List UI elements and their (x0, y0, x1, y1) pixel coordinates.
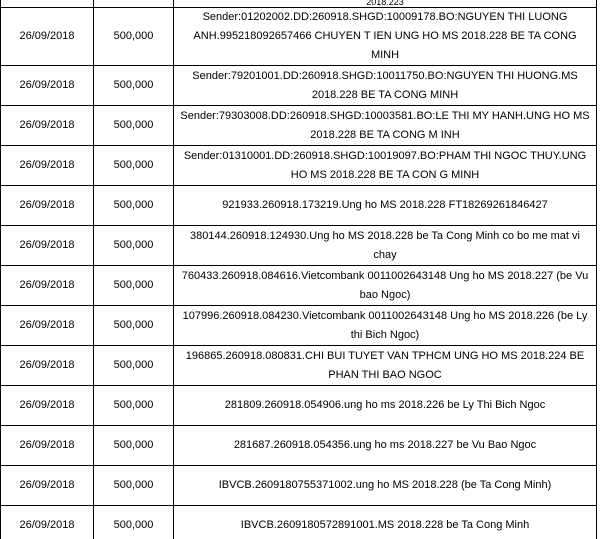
amount-cell: 500,000 (94, 466, 174, 506)
amount-cell: 500,000 (94, 8, 174, 66)
description-cell: Sender:01310001.DD:260918.SHGD:10019097.BO:PHAM THI NGOC THUY.UNG HO MS 2018.228 BE TA CON G MINH (174, 146, 597, 186)
table-row (1, 466, 597, 506)
description-cell: 760433.260918.084616.Vietcombank 0011002643148 Ung ho MS 2018.227 (be Vu bao Ngoc) (174, 266, 597, 306)
amount-cell: 500,000 (94, 506, 174, 539)
description-cell: 2018.223 (174, 0, 597, 8)
date-cell: 26/09/2018 (1, 466, 94, 506)
description-cell: Sender:01202002.DD:260918.SHGD:10009178.BO:NGUYEN THI LUONG ANH.995218092657466 CHUYEN T IEN UNG HO MS 2018.228 BE TA CONG MINH (174, 8, 597, 66)
description-cell: Sender:79303008.DD:260918.SHGD:10003581.BO:LE THI MY HANH.UNG HO MS 2018.228 BE TA CONG M INH (174, 106, 597, 146)
table-row (1, 306, 597, 346)
description-cell: Sender:79201001.DD:260918.SHGD:10011750.BO:NGUYEN THI HUONG.MS 2018.228 BE TA CONG MINH (174, 66, 597, 106)
table-row (1, 506, 597, 539)
amount-cell: 500,000 (94, 386, 174, 426)
description-cell: 281687.260918.054356.ung ho ms 2018.227 be Vu Bao Ngoc (174, 426, 597, 466)
table-row (1, 386, 597, 426)
description-cell: 107996.260918.084230.Vietcombank 0011002643148 Ung ho MS 2018.226 (be Ly thi Bich Ngoc) (174, 306, 597, 346)
amount-cell: 500,000 (94, 306, 174, 346)
amount-cell: 500,000 (94, 106, 174, 146)
table-row (1, 8, 597, 66)
table-row (1, 346, 597, 386)
description-cell: 380144.260918.124930.Ung ho MS 2018.228 be Ta Cong Minh co bo me mat vi chay (174, 226, 597, 266)
date-cell: 26/09/2018 (1, 106, 94, 146)
date-cell: 26/09/2018 (1, 266, 94, 306)
table-row (1, 186, 597, 226)
description-cell: 196865.260918.080831.CHI BUI TUYET VAN TPHCM UNG HO MS 2018.224 BE PHAN THI BAO NGOC (174, 346, 597, 386)
table-row (1, 0, 597, 8)
amount-cell: 500,000 (94, 186, 174, 226)
date-cell: 26/09/2018 (1, 426, 94, 466)
amount-cell: 500,000 (94, 426, 174, 466)
date-cell: 26/09/2018 (1, 386, 94, 426)
date-cell: 26/09/2018 (1, 506, 94, 539)
date-cell: 26/09/2018 (1, 66, 94, 106)
date-cell: 26/09/2018 (1, 8, 94, 66)
date-cell: 26/09/2018 (1, 226, 94, 266)
amount-cell: 500,000 (94, 146, 174, 186)
amount-cell: 500,000 (94, 226, 174, 266)
date-cell (1, 0, 94, 8)
description-cell: IBVCB.2609180572891001.MS 2018.228 be Ta Cong Minh (174, 506, 597, 539)
date-cell: 26/09/2018 (1, 146, 94, 186)
amount-cell: 500,000 (94, 66, 174, 106)
table-row (1, 66, 597, 106)
date-cell: 26/09/2018 (1, 186, 94, 226)
date-cell: 26/09/2018 (1, 346, 94, 386)
description-cell: IBVCB.2609180755371002.ung ho MS 2018.228 (be Ta Cong Minh) (174, 466, 597, 506)
table-row (1, 426, 597, 466)
amount-cell: 500,000 (94, 266, 174, 306)
amount-cell: 500,000 (94, 346, 174, 386)
amount-cell (94, 0, 174, 8)
description-cell: 921933.260918.173219.Ung ho MS 2018.228 FT18269261846427 (174, 186, 597, 226)
description-cell: 281809.260918.054906.ung ho ms 2018.226 be Ly Thi Bich Ngoc (174, 386, 597, 426)
table-row (1, 106, 597, 146)
table-row (1, 146, 597, 186)
table-row (1, 266, 597, 306)
date-cell: 26/09/2018 (1, 306, 94, 346)
table-row (1, 226, 597, 266)
